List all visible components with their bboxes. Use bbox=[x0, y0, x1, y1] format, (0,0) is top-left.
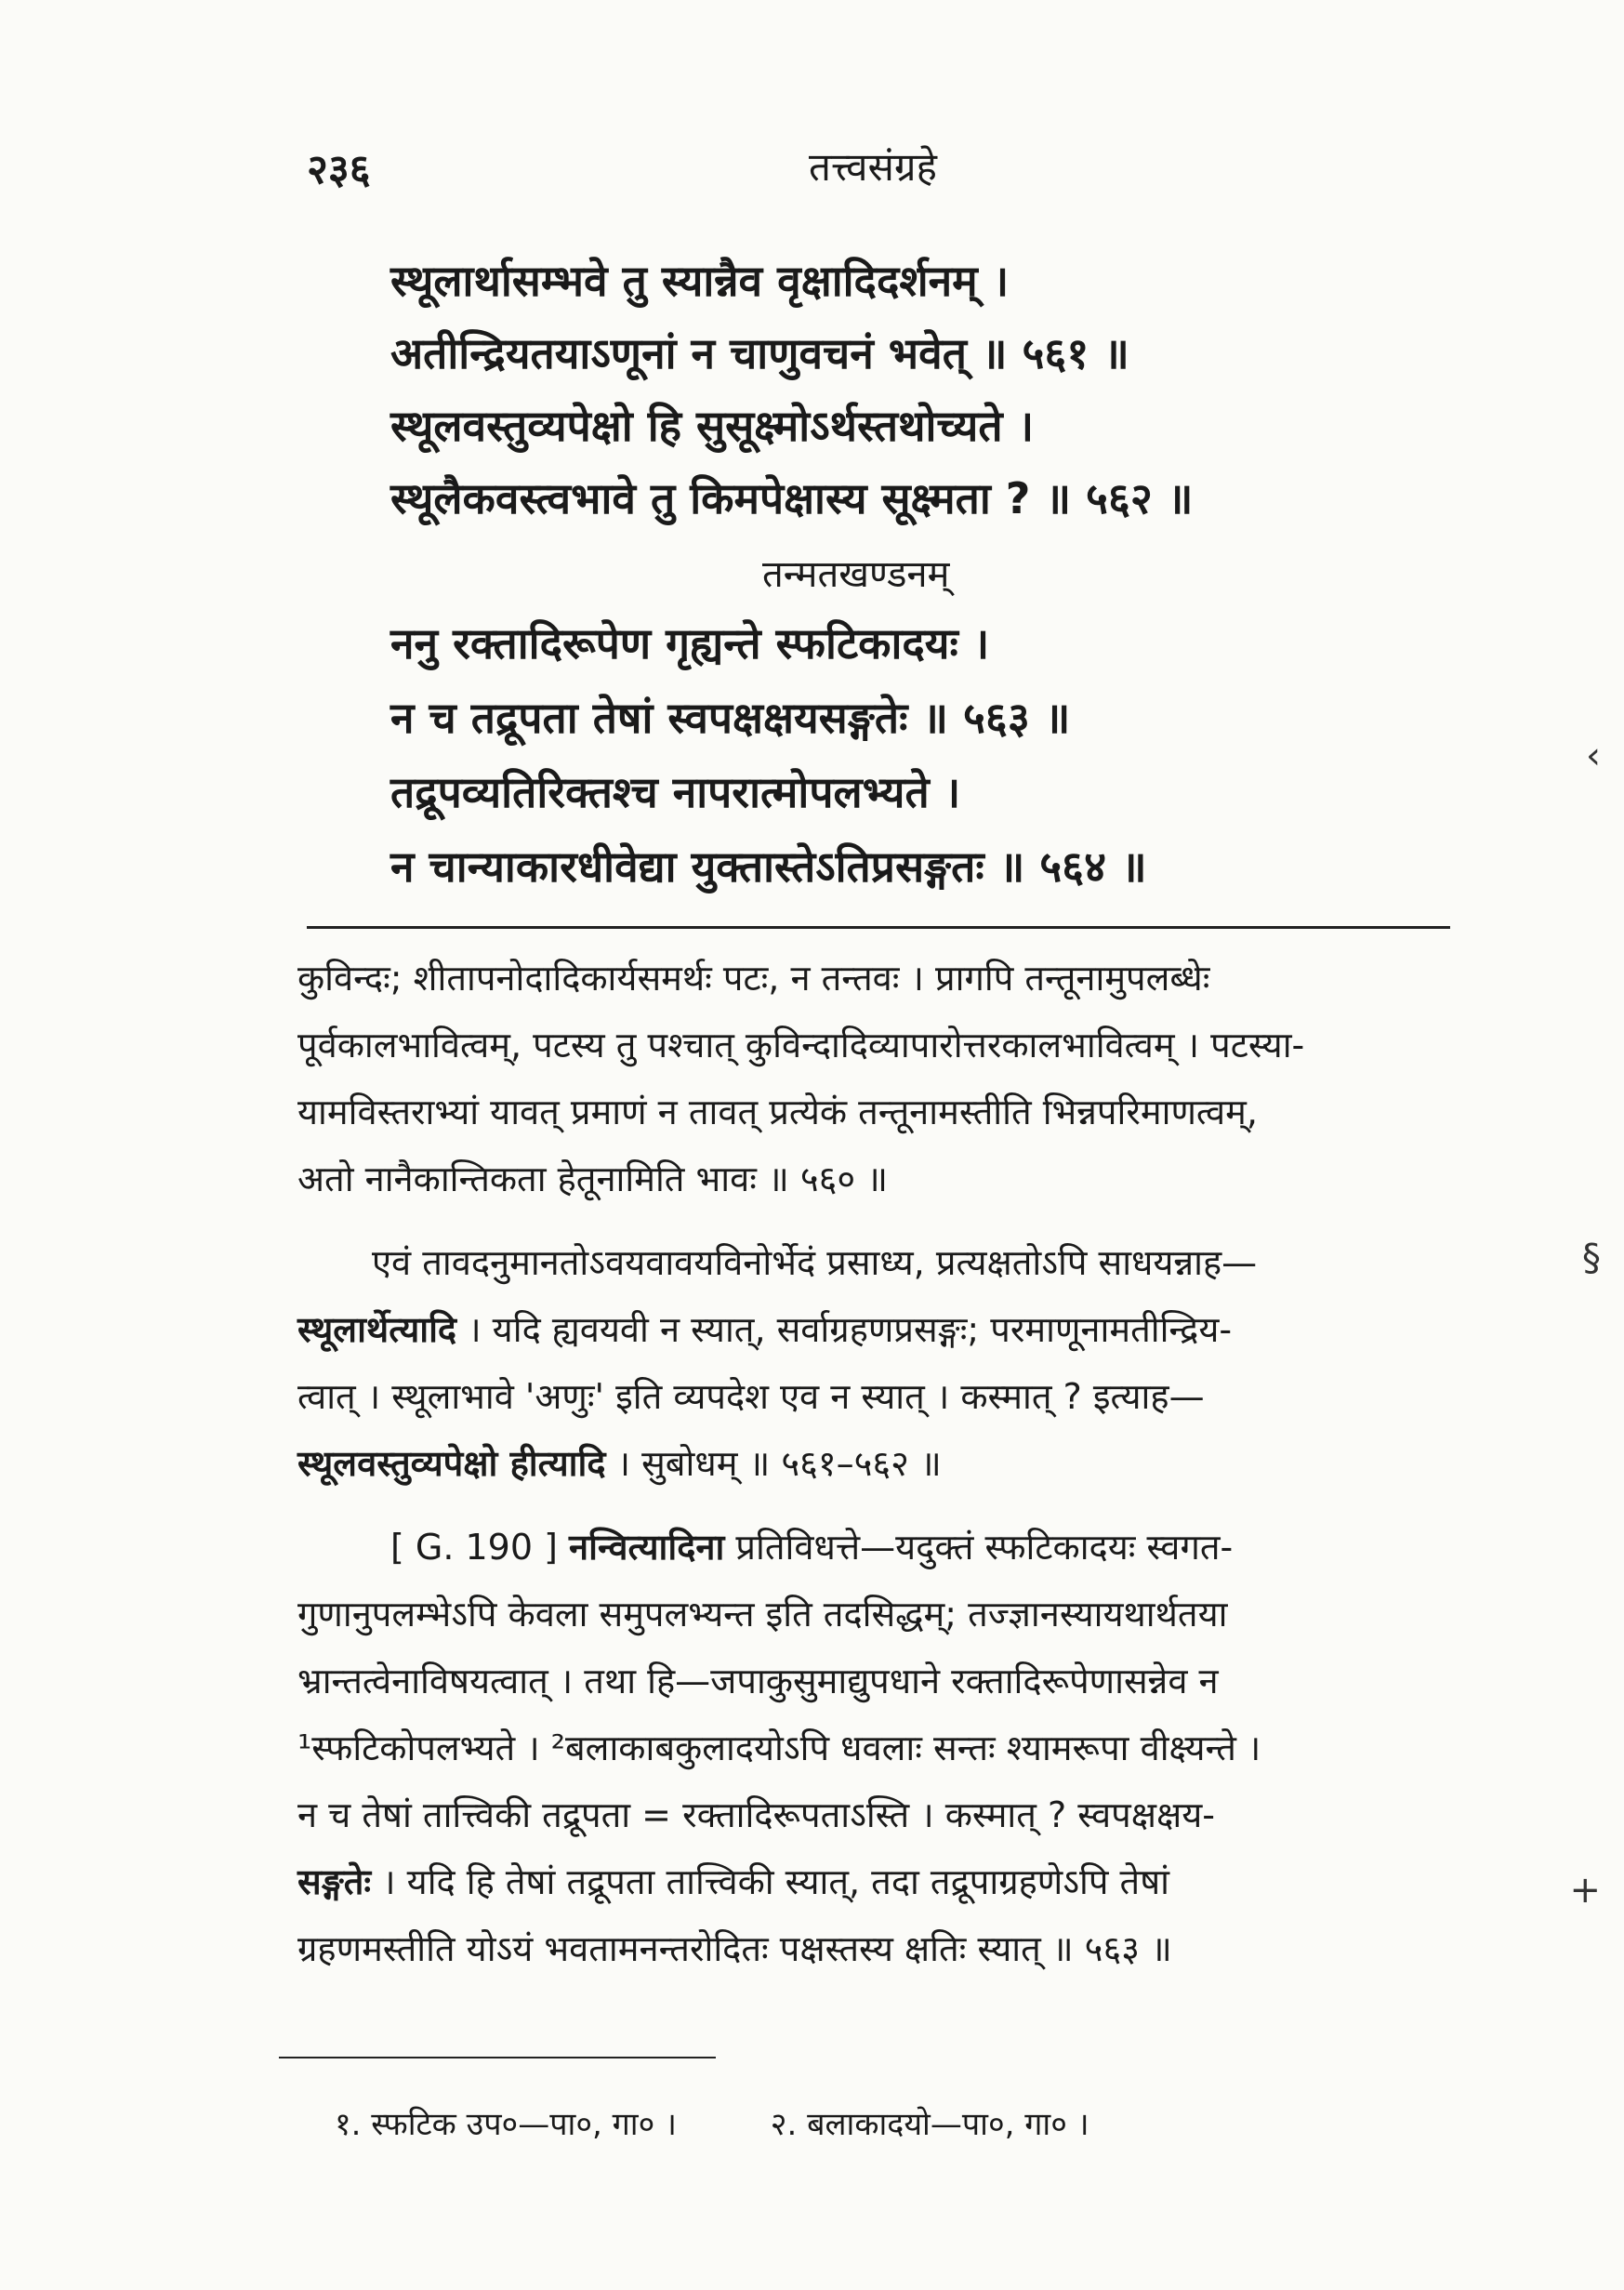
commentary-line bbox=[297, 1438, 942, 1487]
margin-mark-icon: + bbox=[1569, 1869, 1601, 1912]
footnote: १. स्फटिक उप०—पा०, गा० । bbox=[335, 2106, 677, 2143]
lemma: स्थूलार्थेत्यादि bbox=[297, 1309, 457, 1350]
footnote-divider bbox=[279, 2057, 716, 2058]
commentary-line bbox=[297, 1857, 1169, 1905]
footnotes bbox=[335, 2101, 1089, 2144]
verse-line: स्थूलैकवस्त्वभावे तु किमपेक्षास्य सूक्ष्मता ? ॥ ५६२ ॥ bbox=[390, 473, 1194, 523]
commentary-line: यामविस्तराभ्यां यावत् प्रमाणं न तावत् प्रत्येकं तन्तूनामस्तीति भिन्नपरिमाणत्वम्, bbox=[297, 1092, 1258, 1132]
commentary-line: अतो नानैकान्तिकता हेतूनामिति भावः ॥ ५६० ॥ bbox=[297, 1158, 888, 1199]
verse-line: ननु रक्तादिरूपेण गृह्यन्ते स्फटिकादयः । bbox=[390, 618, 990, 668]
page-number: २३६ bbox=[307, 146, 371, 193]
commentary-text: । सुबोधम् ॥ ५६१–५६२ ॥ bbox=[605, 1443, 942, 1484]
verse-line: न च तद्रूपता तेषां स्वपक्षक्षयसङ्गतेः ॥ ५६३ ॥ bbox=[390, 693, 1071, 743]
commentary-line bbox=[390, 1522, 1233, 1570]
section-heading: तन्मतखण्डनम् bbox=[762, 553, 950, 596]
verse-line: स्थूलार्थासम्भवे तु स्यान्नैव वृक्षादिदर्शनम् । bbox=[390, 256, 1010, 306]
footnote: २. बलाकादयो—पा०, गा० । bbox=[770, 2106, 1089, 2143]
lemma: सङ्गतेः bbox=[297, 1861, 372, 1902]
commentary-line: ¹स्फटिकोपलभ्यते । ²बलाकाबकुलादयोऽपि धवलाः सन्तः श्यामरूपा वीक्ष्यन्ते । bbox=[297, 1727, 1261, 1768]
margin-mark-icon: § bbox=[1582, 1237, 1601, 1279]
commentary-text: । यदि ह्यवयवी न स्यात्, सर्वाग्रहणप्रसङ्गः; परमाणूनामतीन्द्रिय- bbox=[456, 1309, 1233, 1350]
commentary-line: पूर्वकालभावित्वम्, पटस्य तु पश्चात् कुविन्दादिव्यापारोत्तरकालभावित्वम् । पटस्या- bbox=[297, 1025, 1305, 1066]
lemma: नन्वित्यादिना bbox=[569, 1527, 725, 1568]
commentary-line bbox=[297, 1304, 1232, 1353]
commentary-line: गुणानुपलम्भेऽपि केवला समुपलभ्यन्त इति तदसिद्धम्; तज्ज्ञानस्यायथार्थतया bbox=[297, 1594, 1228, 1635]
edition-reference: [ G. 190 ] bbox=[390, 1527, 558, 1568]
verse-line: स्थूलवस्तुव्यपेक्षो हि सुसूक्ष्मोऽर्थस्तथोच्यते । bbox=[390, 401, 1034, 451]
margin-mark-icon: ‹ bbox=[1586, 735, 1601, 777]
commentary-line: ग्रहणमस्तीति योऽयं भवतामनन्तरोदितः पक्षस्तस्य क्षतिः स्यात् ॥ ५६३ ॥ bbox=[297, 1928, 1172, 1969]
page-header bbox=[307, 139, 1475, 205]
commentary-line: एवं तावदनुमानतोऽवयवावयविनोर्भेदं प्रसाध्य, प्रत्यक्षतोऽपि साधयन्नाह— bbox=[372, 1242, 1258, 1283]
verse-line: अतीन्द्रियतयाऽणूनां न चाणुवचनं भवेत् ॥ ५६१ ॥ bbox=[390, 328, 1129, 378]
commentary-text: प्रतिविधत्ते—यदुक्तं स्फटिकादयः स्वगत- bbox=[724, 1527, 1234, 1568]
commentary-text: । यदि हि तेषां तद्रूपता तात्त्विकी स्यात्, तदा तद्रूपाग्रहणेऽपि तेषां bbox=[371, 1861, 1169, 1902]
lemma: स्थूलवस्तुव्यपेक्षो हीत्यादि bbox=[297, 1443, 606, 1484]
commentary-line: न च तेषां तात्त्विकी तद्रूपता = रक्तादिरूपताऽस्ति । कस्मात् ? स्वपक्षक्षय- bbox=[297, 1794, 1215, 1835]
section-divider bbox=[307, 926, 1450, 929]
verse-line: तद्रूपव्यतिरिक्तश्च नापरात्मोपलभ्यते । bbox=[390, 767, 961, 817]
verse-line: न चान्याकारधीवेद्या युक्तास्तेऽतिप्रसङ्गतः ॥ ५६४ ॥ bbox=[390, 841, 1147, 892]
commentary-line: भ्रान्तत्वेनाविषयत्वात् । तथा हि—जपाकुसुमाद्युपधाने रक्तादिरूपेणासन्नेव न bbox=[297, 1661, 1219, 1701]
commentary-line: कुविन्दः; शीतापनोदादिकार्यसमर्थः पटः, न तन्तवः । प्रागपि तन्तूनामुपलब्धेः bbox=[297, 958, 1210, 999]
commentary-line: त्वात् । स्थूलाभावे 'अणुः' इति व्यपदेश एव न स्यात् । कस्मात् ? इत्याह— bbox=[297, 1376, 1205, 1417]
running-title: तत्त्वसंग्रहे bbox=[809, 144, 937, 190]
